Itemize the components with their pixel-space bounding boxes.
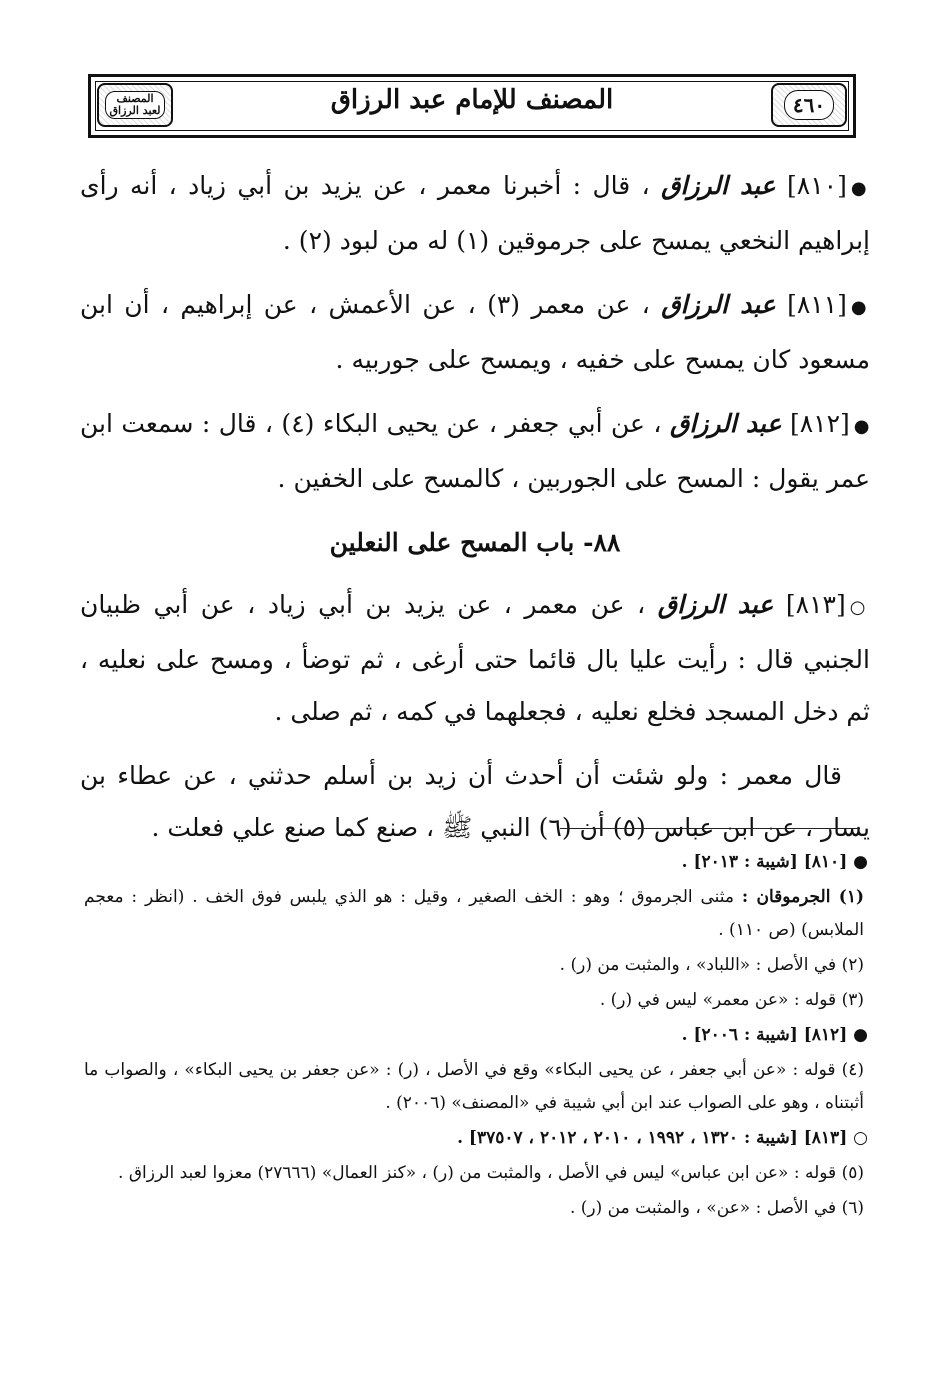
footnote-label: (٢) — [841, 955, 864, 975]
hadith-number: [٨١١] — [787, 290, 847, 319]
footnote — [84, 1157, 868, 1190]
hadith-author: عبد الرزاق — [669, 409, 782, 438]
hadith-number: [٨١٠] — [787, 171, 847, 200]
footnotes — [84, 846, 868, 1227]
footnote-text: مثنى الجرموق ؛ وهو : الخف الصغير ، وقيل : هو الذي يلبس فوق الخف . (انظر : معجم الملابس) (ص ١١٠) . — [84, 887, 864, 940]
footnote-source — [84, 1122, 868, 1155]
entry-marker: ● — [853, 416, 871, 437]
hadith-entry-810 — [80, 160, 870, 267]
footnote-source — [84, 1019, 868, 1052]
hadith-text: ، عن معمر (٣) ، عن الأعمش ، عن إبراهيم ، أن ابن مسعود كان يمسح على خفيه ، ويمسح على جوربيه . — [80, 290, 870, 374]
footnote-text: قوله : «عن ابن عباس» ليس في الأصل ، والمثبت من (ر) ، «كنز العمال» (٢٧٦٦٦) معزوا لعبد الرزاق . — [118, 1163, 837, 1183]
footnote-label: (٥) — [841, 1163, 864, 1183]
book-seal — [105, 91, 166, 119]
footnote — [84, 881, 868, 947]
book-title: المصنف للإمام عبد الرزاق — [330, 85, 614, 115]
footnote-text: في الأصل : «اللباد» ، والمثبت من (ر) . — [559, 955, 837, 975]
footnote — [84, 984, 868, 1017]
footnote-text: قوله : «عن معمر» ليس في (ر) . — [599, 990, 837, 1010]
entry-marker: ○ — [849, 597, 870, 618]
hadith-text: ، عن معمر ، عن يزيد بن أبي زياد ، عن أبي ظبيان الجنبي قال : رأيت عليا بال قائما حتى أرغى ، ثم توضأ ، ومسح على نعليه ، ثم دخل المسجد فخلع نعليه ، فجعلهما في كمه ، ثم صلى . — [80, 590, 870, 726]
hadith-author: عبد الرزاق — [661, 290, 776, 319]
page-header — [88, 74, 856, 138]
hadith-author: عبد الرزاق — [657, 590, 774, 619]
hadith-entry-811 — [80, 279, 870, 386]
main-text — [80, 160, 870, 866]
page-number-ornament — [771, 83, 847, 127]
hadith-author: عبد الرزاق — [661, 171, 776, 200]
seal-line-2: لعبد الرزاق — [109, 104, 161, 117]
footnote-label: ● [٨١٠] [شيبة : ٢٠١٣] . — [681, 852, 868, 872]
hadith-number: [٨١٢] — [789, 409, 850, 438]
seal-line-1: المصنف — [116, 92, 154, 105]
section-heading: ٨٨- باب المسح على النعلين — [329, 528, 621, 557]
footnote — [84, 949, 868, 982]
footnote-source — [84, 846, 868, 879]
book-seal-ornament — [97, 83, 173, 127]
hadith-continuation: قال معمر : ولو شئت أن أحدث أن زيد بن أسلم حدثني ، عن عطاء بن يسار ، عن ابن عباس (٥) أن (٦) النبي ﷺ ، صنع كما صنع علي فعلت . — [80, 761, 870, 842]
footnote-label: (٣) — [841, 990, 864, 1010]
footnote — [84, 1192, 868, 1225]
hadith-entry-812 — [80, 398, 870, 505]
footnote-label: ○ [٨١٣] [شيبة : ١٣٢٠ ، ١٩٩٢ ، ٢٠١٠ ، ٢٠١٢ ، ٣٧٥٠٧] . — [457, 1128, 868, 1148]
footnote-label: (٦) — [841, 1198, 864, 1218]
footnote-text: قوله : «عن أبي جعفر ، عن يحيى البكاء» وقع في الأصل ، (ر) : «عن جعفر بن يحيى البكاء» ، والصواب ما أثبتناه ، وهو على الصواب عند ابن أبي شيبة في «المصنف» (٢٠٠٦) . — [84, 1060, 864, 1113]
footnote-label: (٤) — [841, 1060, 865, 1080]
footnote — [84, 1054, 868, 1120]
page-number: ٤٦٠ — [784, 90, 834, 120]
entry-marker: ● — [850, 297, 871, 318]
hadith-text: ، قال : أخبرنا معمر ، عن يزيد بن أبي زياد ، أنه رأى إبراهيم النخعي يمسح على جرموقين (١) له من لبود (٢) . — [80, 171, 870, 255]
hadith-text: ، عن أبي جعفر ، عن يحيى البكاء (٤) ، قال : سمعت ابن عمر يقول : المسح على الجوربين ، كالمسح على الخفين . — [80, 409, 870, 493]
footnote-label: ● [٨١٢] [شيبة : ٢٠٠٦] . — [681, 1025, 868, 1045]
hadith-number: [٨١٣] — [785, 590, 846, 619]
footnote-label: (١) الجرموقان : — [741, 887, 865, 907]
entry-marker: ● — [850, 178, 870, 199]
footnote-divider — [560, 828, 860, 829]
hadith-entry-813 — [80, 579, 870, 738]
footnote-text: في الأصل : «عن» ، والمثبت من (ر) . — [569, 1198, 837, 1218]
